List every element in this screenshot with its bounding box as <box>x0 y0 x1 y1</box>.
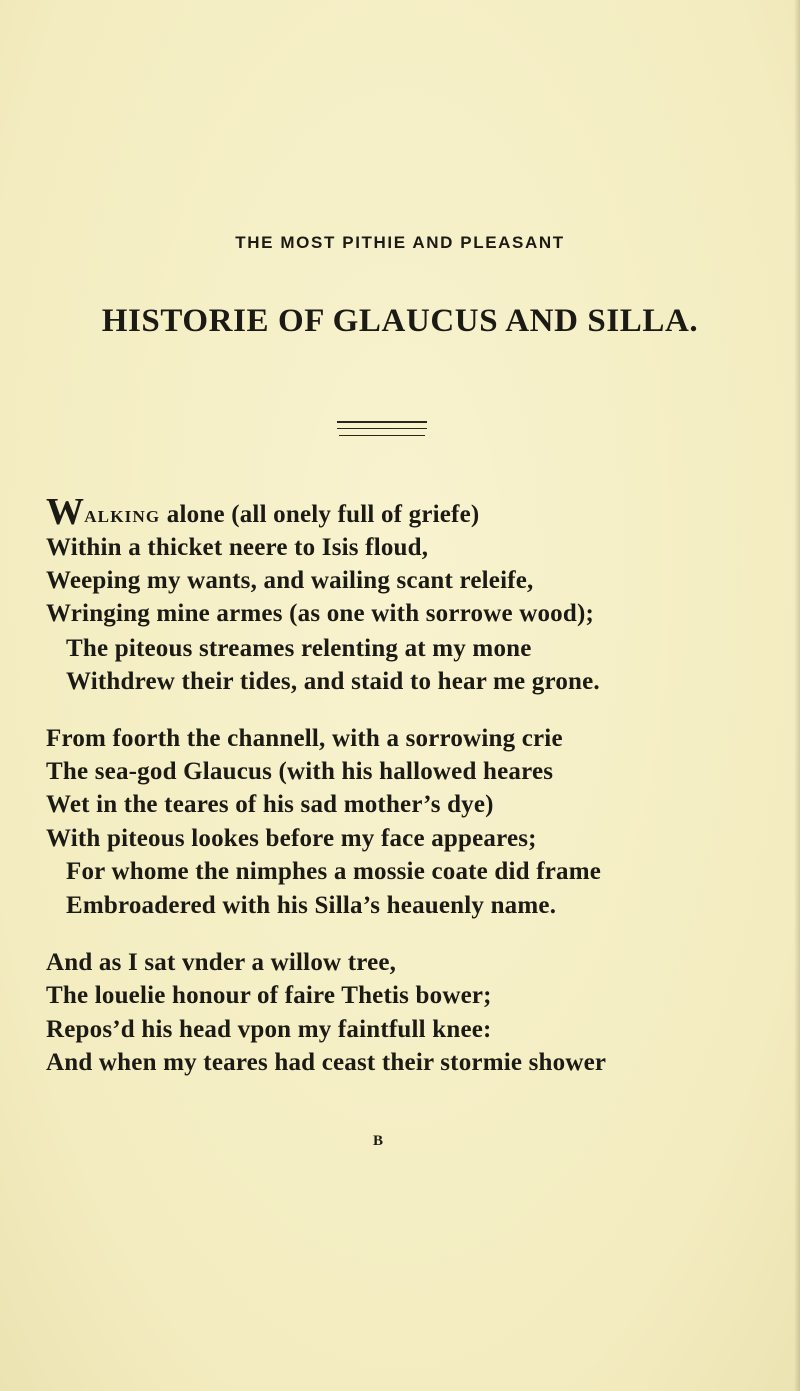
poem-line: The piteous streames relenting at my mone <box>66 635 532 662</box>
poem-line: The louelie honour of faire Thetis bower; <box>46 982 492 1009</box>
poem-line: WALKING alone (all onely full of griefe) <box>46 491 480 533</box>
drop-cap: W <box>46 491 85 533</box>
poem-line: Embroadered with his Silla’s heauenly name. <box>66 892 557 919</box>
poem-line: Wet in the teares of his sad mother’s dye) <box>46 791 494 818</box>
signature-mark: B <box>373 1133 384 1149</box>
poem-line: For whome the nimphes a mossie coate did frame <box>66 858 602 885</box>
poem-line: Withdrew their tides, and staid to hear me grone. <box>66 668 600 695</box>
poem-line: The sea-god Glaucus (with his hallowed heares <box>46 758 554 785</box>
page-title: HISTORIE OF GLAUCUS AND SILLA. <box>101 303 699 339</box>
poem-line: Weeping my wants, and wailing scant releife, <box>46 567 534 594</box>
poem-line: And when my teares had ceast their stormie shower <box>46 1049 607 1076</box>
header-kicker: THE MOST PITHIE AND PLEASANT <box>235 233 565 252</box>
poem-line: With piteous lookes before my face appeares; <box>46 825 537 852</box>
poem-line: Repos’d his head vpon my faintfull knee: <box>46 1016 492 1043</box>
poem-line: Within a thicket neere to Isis floud, <box>46 534 429 561</box>
poem-line: And as I sat vnder a willow tree, <box>46 949 397 976</box>
poem-line: From foorth the channell, with a sorrowing crie <box>46 725 563 752</box>
first-word-small-caps: ALKING <box>84 507 161 526</box>
poem-line: Wringing mine armes (as one with sorrowe wood); <box>46 600 595 627</box>
